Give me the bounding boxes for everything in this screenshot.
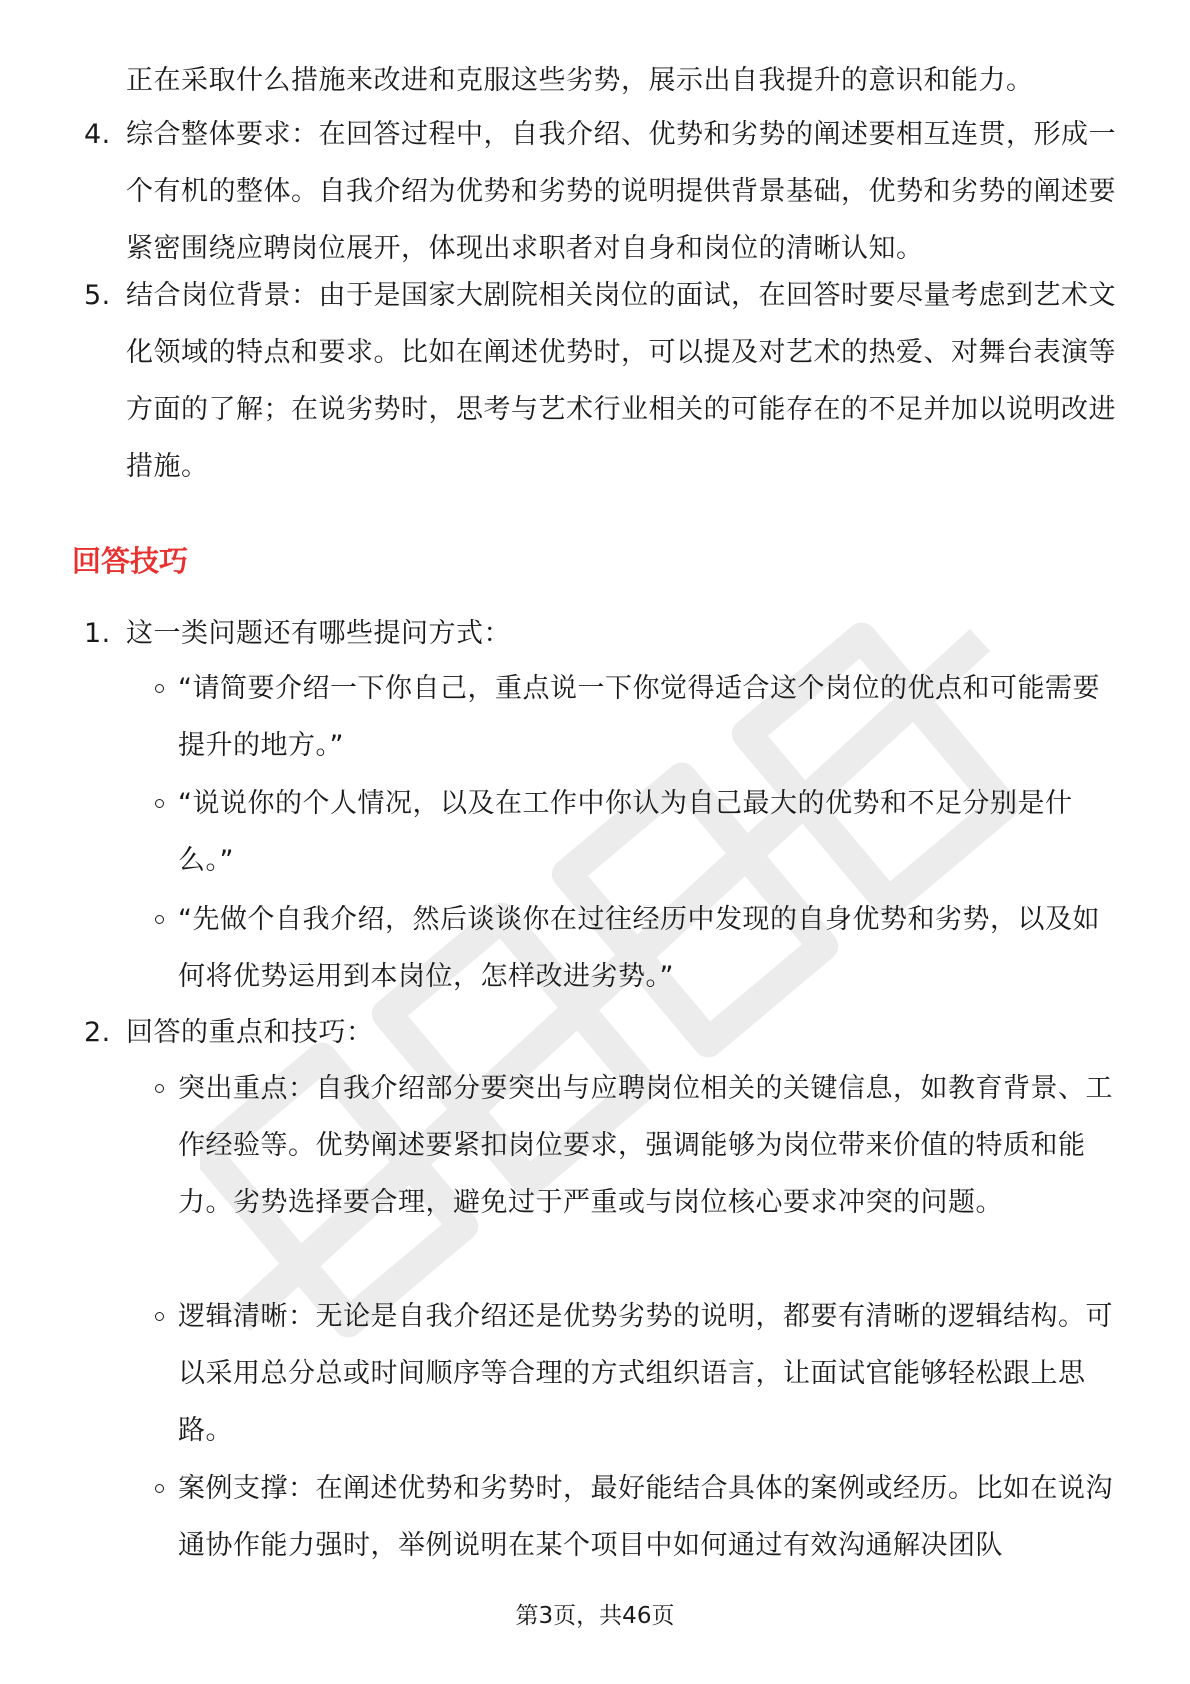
circle-bullet-icon (155, 1312, 164, 1321)
list-item-text: 综合整体要求：在回答过程中，自我介绍、优势和劣势的阐述要相互连贯，形成一个有机的整体。自我介绍为优势和劣势的说明提供背景基础，优势和劣势的阐述要紧密围绕应聘岗位展开，体现出求职者对自身和岗位的清晰认知。 (126, 119, 1116, 264)
sub-item-text: 逻辑清晰：无论是自我介绍还是优势劣势的说明，都要有清晰的逻辑结构。可以采用总分总或时间顺序等合理的方式组织语言，让面试官能够轻松跟上思路。 (178, 1301, 1113, 1446)
list-number: 1. (84, 618, 111, 649)
circle-bullet-icon (155, 799, 164, 808)
circle-bullet-icon (155, 684, 164, 693)
sub-item-text: 突出重点：自我介绍部分要突出与应聘岗位相关的关键信息，如教育背景、工作经验等。优势阐述要紧扣岗位要求，强调能够为岗位带来价值的特质和能力。劣势选择要合理，避免过于严重或与岗位核心要求冲突的问题。 (178, 1073, 1113, 1218)
sub-item-text: “请简要介绍一下你自己，重点说一下你觉得适合这个岗位的优点和可能需要提升的地方。” (178, 673, 1100, 761)
list-number: 4. (84, 119, 111, 150)
sub-item-text: 案例支撑：在阐述优势和劣势时，最好能结合具体的案例或经历。比如在说沟通协作能力强时，举例说明在某个项目中如何通过有效沟通解决团队 (178, 1473, 1113, 1561)
list-item-text: 结合岗位背景：由于是国家大剧院相关岗位的面试，在回答时要尽量考虑到艺术文化领域的特点和要求。比如在阐述优势时，可以提及对艺术的热爱、对舞台表演等方面的了解；在说劣势时，思考与艺术行业相关的可能存在的不足并加以说明改进措施。 (126, 280, 1116, 482)
sub-item-text: “先做个自我介绍，然后谈谈你在过往经历中发现的自身优势和劣势，以及如何将优势运用到本岗位，怎样改进劣势。” (178, 904, 1100, 992)
page-footer: 第3页，共46页 (515, 1603, 675, 1629)
list-number: 2. (84, 1017, 111, 1048)
sub-item-text: “说说你的个人情况，以及在工作中你认为自己最大的优势和不足分别是什么。” (178, 788, 1073, 876)
circle-bullet-icon (155, 1084, 164, 1093)
list-item-title: 回答的重点和技巧： (126, 1017, 374, 1048)
list-item-title: 这一类问题还有哪些提问方式： (126, 618, 511, 649)
list-number: 5. (84, 280, 111, 311)
circle-bullet-icon (155, 1484, 164, 1493)
continuation-line: 正在采取什么措施来改进和克服这些劣势，展示出自我提升的意识和能力。 (126, 65, 1034, 96)
circle-bullet-icon (155, 915, 164, 924)
section-heading: 回答技巧 (72, 544, 189, 578)
